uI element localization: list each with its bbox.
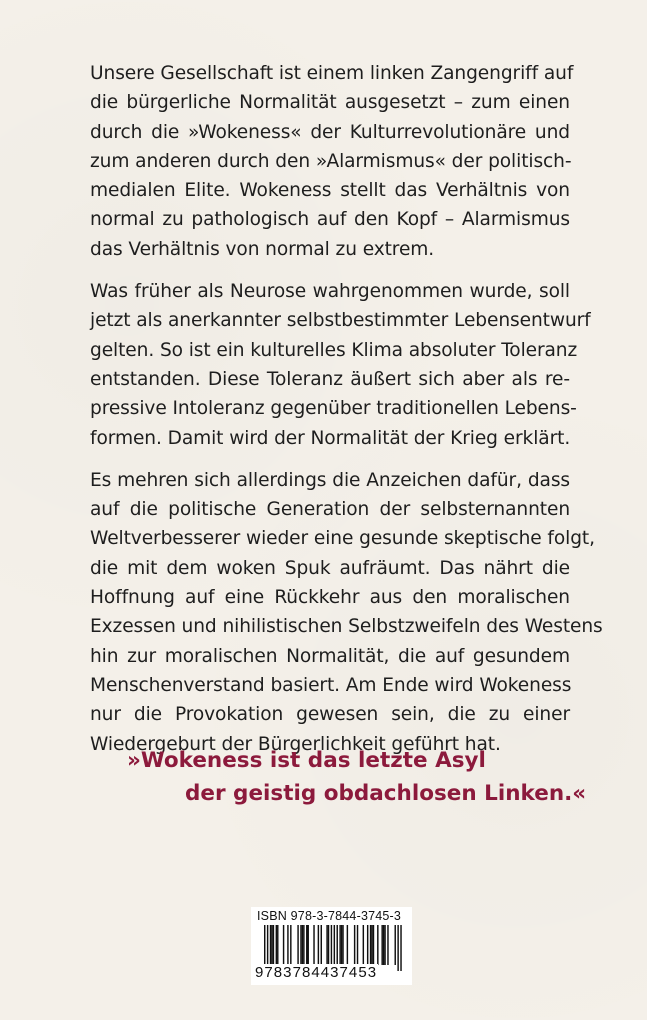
barcode-bar — [306, 925, 307, 965]
barcode-bar — [370, 925, 371, 965]
barcode-bar — [395, 925, 396, 965]
blurb-line: die mit dem woken Spuk aufräumt. Das nährt die — [90, 557, 570, 579]
blurb-paragraph — [90, 277, 591, 453]
barcode-bar — [383, 925, 384, 965]
pull-quote — [0, 744, 647, 810]
barcode-bar — [357, 925, 358, 965]
blurb-line: das Verhältnis von normal zu extrem. — [90, 238, 435, 260]
pull-quote-line-1: »Wokeness ist das letzte Asyl — [127, 748, 486, 773]
barcode-bar — [377, 925, 378, 965]
barcode-bar — [313, 925, 314, 965]
barcode-bar — [300, 925, 301, 965]
blurb-line: hin zur moralischen Normalität, die auf gesundem — [90, 645, 570, 667]
pull-quote-line-2: der geistig obdachlosen Linken.« — [185, 781, 587, 806]
barcode-bar — [371, 925, 372, 965]
blurb-line: jetzt als anerkannter selbstbestimmter Lebensentwurf — [90, 310, 591, 332]
barcode-bar — [397, 925, 398, 971]
barcode-bar — [400, 925, 401, 971]
blurb-line: Was früher als Neurose wahrgenommen wurde, soll — [90, 281, 570, 303]
barcode-bar — [354, 925, 355, 965]
barcode-bar — [270, 925, 271, 965]
barcode-bar — [321, 925, 322, 965]
barcode-bar — [337, 925, 338, 965]
barcode-bar — [339, 925, 340, 965]
barcode-bar — [326, 925, 327, 965]
blurb-line: normal zu pathologisch auf den Kopf – Alarmismus — [90, 209, 570, 231]
barcode-bar — [273, 925, 274, 965]
barcode-bar — [290, 925, 291, 965]
blurb-line: Es mehren sich allerdings die Anzeichen dafür, dass — [90, 469, 570, 491]
barcode-bar — [283, 925, 284, 965]
blurb-line: Exzessen und nihilistischen Selbstzweifeln des Westens — [90, 616, 603, 638]
blurb-line: entstanden. Diese Toleranz äußert sich aber als re- — [90, 368, 570, 390]
barcode-bar — [384, 925, 385, 965]
blurb-line: Hoffnung auf eine Rückkehr aus den moralischen — [90, 587, 570, 609]
barcode-bar — [381, 925, 382, 965]
barcode-bar — [328, 925, 329, 965]
blurb-line: gelten. So ist ein kulturelles Klima absoluter Toleranz — [90, 339, 578, 361]
blurb-line: Weltverbesserer wieder eine gesunde skeptische folgt, — [90, 528, 595, 550]
barcode-bar — [297, 925, 298, 965]
blurb-paragraph — [90, 59, 574, 264]
blurb-line: medialen Elite. Wokeness stellt das Verhältnis von — [90, 180, 570, 202]
blurb-line: pressive Intoleranz gegenüber traditionellen Lebens- — [90, 398, 577, 420]
barcode-bar — [287, 925, 288, 965]
blurb-line: zum anderen durch den »Alarmismus« der politisch- — [90, 150, 572, 172]
barcode-bar — [342, 925, 343, 965]
barcode-bar — [303, 925, 304, 965]
blurb-line: Unsere Gesellschaft ist einem linken Zangengriff auf — [90, 63, 574, 84]
ean-digits: 9783784437453 — [255, 964, 378, 981]
barcode-bar — [341, 925, 342, 965]
blurb-line: die bürgerliche Normalität ausgesetzt – zum einen — [90, 92, 570, 114]
isbn-barcode — [251, 907, 412, 985]
barcode-bar — [373, 925, 374, 965]
barcode-bar — [302, 925, 303, 965]
blurb-text — [90, 59, 603, 772]
blurb-line: Wiedergeburt der Bürgerlichkeit geführt hat. — [90, 733, 501, 755]
blurb-line: Menschenverstand basiert. Am Ende wird Wokeness — [90, 674, 572, 696]
blurb-line: durch die »Wokeness« der Kulturrevolutionäre und — [90, 121, 570, 143]
barcode-bar — [271, 925, 272, 965]
barcode-bar — [387, 925, 388, 965]
isbn-label: ISBN 978-3-7844-3745-3 — [257, 909, 402, 923]
barcode-bar — [277, 925, 278, 965]
blurb-line: formen. Damit wird der Normalität der Krieg erklärt. — [90, 427, 571, 449]
barcode-bar — [318, 925, 319, 965]
blurb-line: nur die Provokation gewesen sein, die zu einer — [90, 704, 570, 726]
barcode-bar — [363, 925, 364, 965]
barcode-bar — [276, 925, 277, 965]
barcode-bar — [367, 925, 368, 965]
blurb-line: auf die politische Generation der selbsternannten — [90, 499, 570, 521]
barcode-bar — [308, 925, 309, 965]
blurb-paragraph — [90, 466, 603, 759]
barcode-bar — [347, 925, 348, 965]
